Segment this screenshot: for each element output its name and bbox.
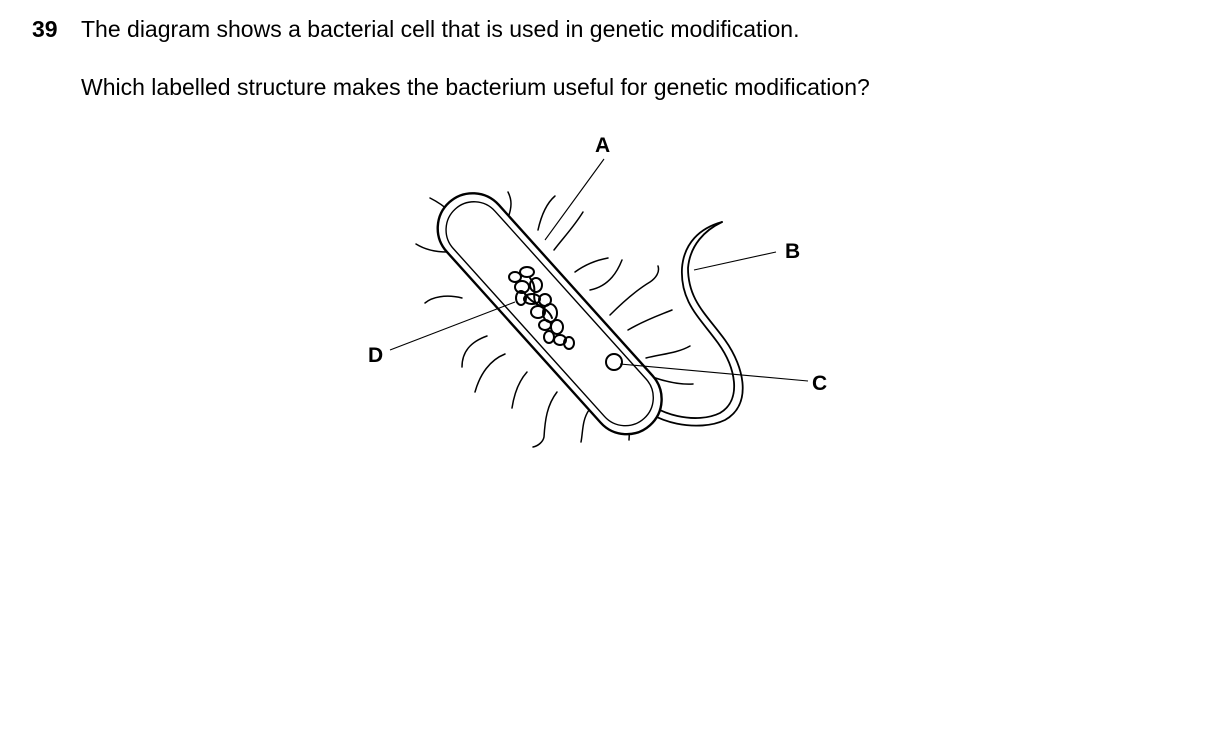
label-c: C: [812, 372, 828, 395]
question-stem: The diagram shows a bacterial cell that is used in genetic modification.: [81, 16, 800, 42]
label-b: B: [785, 240, 801, 263]
label-d: D: [368, 344, 384, 367]
question-prompt: Which labelled structure makes the bacterium useful for genetic modification?: [81, 74, 870, 100]
label-a: A: [595, 134, 611, 157]
question-number: 39: [32, 16, 58, 42]
plasmid: [606, 354, 622, 370]
